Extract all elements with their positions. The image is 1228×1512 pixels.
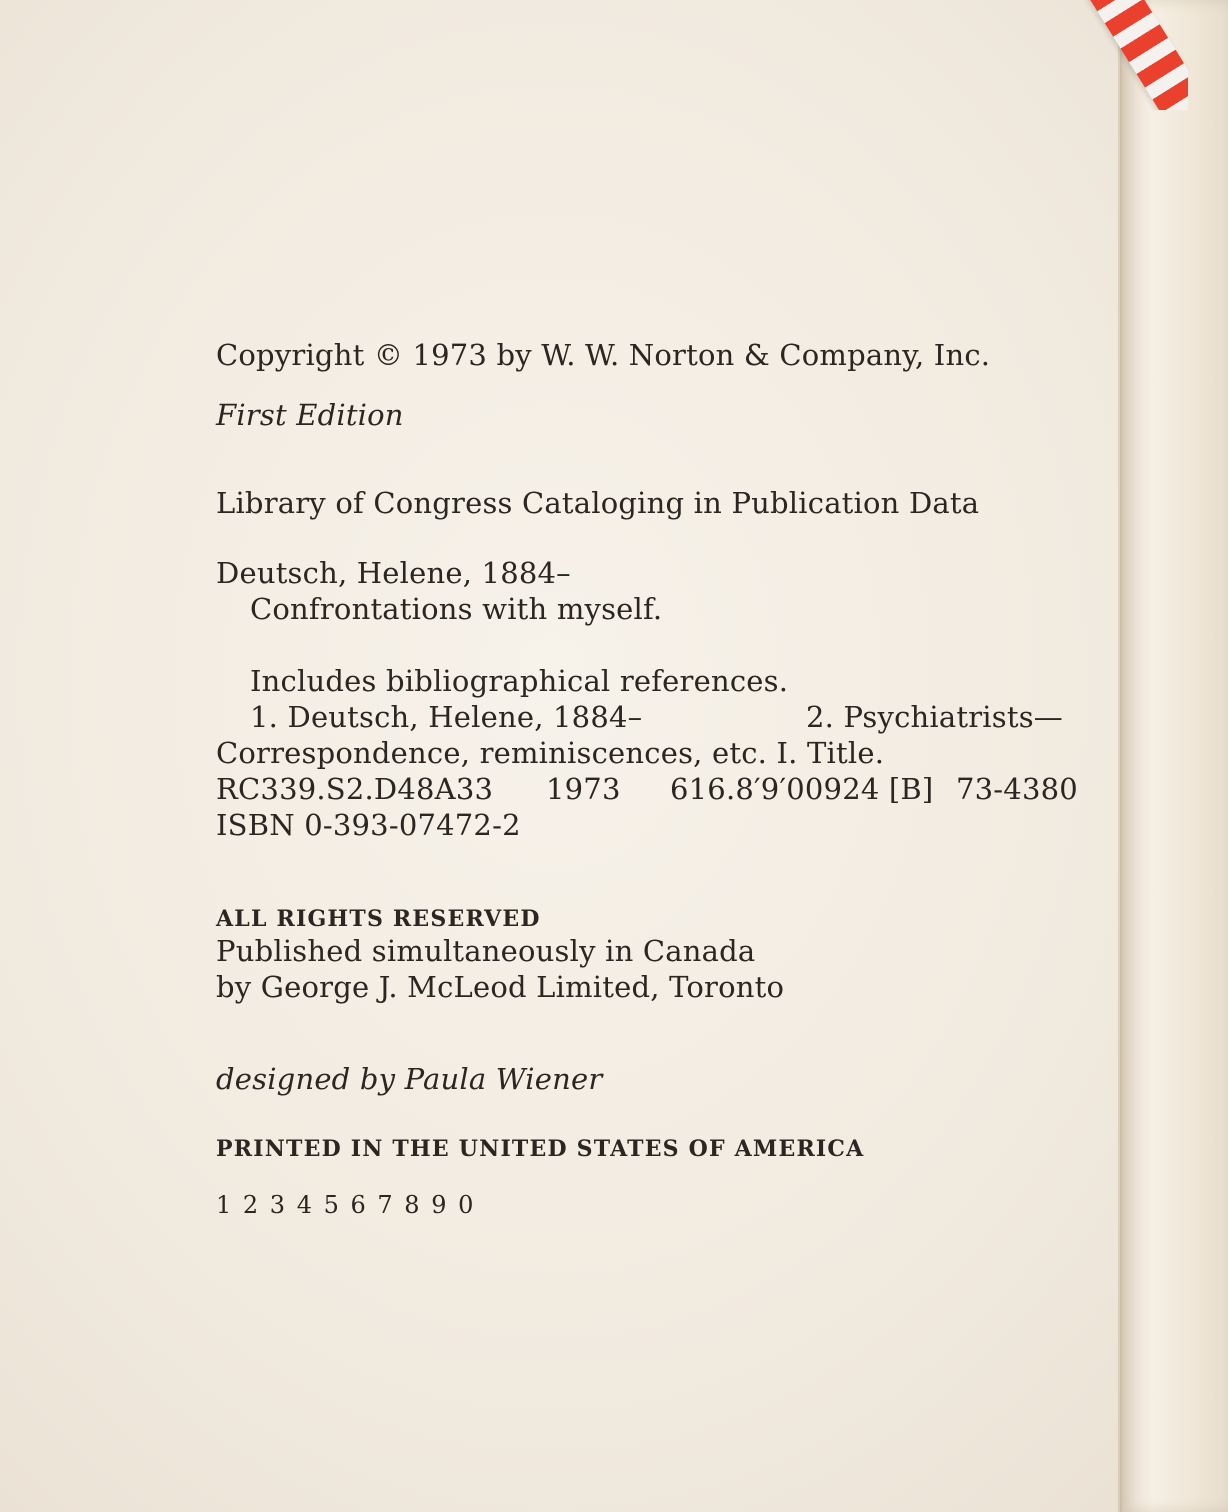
bookmark-ribbon [1038,0,1188,110]
cip-dewey: 616.8′9′00924 [B] [670,772,934,806]
page-edge-shadow [1118,0,1124,1512]
designer-line: designed by Paula Wiener [216,1062,603,1096]
cip-author: Deutsch, Helene, 1884– [216,556,571,590]
cip-call-year: 1973 [546,772,621,806]
cip-subject-continuation: Correspondence, reminiscences, etc. I. Title. [216,736,885,770]
canada-line-1: Published simultaneously in Canada [216,934,756,968]
rights-line: ALL RIGHTS RESERVED [216,906,541,932]
cip-title: Confrontations with myself. [250,592,663,626]
copyright-line: Copyright © 1973 by W. W. Norton & Company, Inc. [216,338,991,372]
cip-note: Includes bibliographical references. [250,664,789,698]
cip-lccn: 73-4380 [956,772,1078,806]
cip-heading: Library of Congress Cataloging in Publication Data [216,486,980,520]
cip-call-number: RC339.S2.D48A33 [216,772,494,806]
book-gutter [1120,0,1228,1512]
cip-subject-1: 1. Deutsch, Helene, 1884– [250,700,643,734]
isbn-line: ISBN 0-393-07472-2 [216,808,521,842]
printing-number-line: 1 2 3 4 5 6 7 8 9 0 [216,1191,476,1219]
edition-line: First Edition [216,398,404,432]
cip-subject-2: 2. Psychiatrists— [806,700,1063,734]
printed-line: PRINTED IN THE UNITED STATES OF AMERICA [216,1136,865,1162]
canada-line-2: by George J. McLeod Limited, Toronto [216,970,785,1004]
